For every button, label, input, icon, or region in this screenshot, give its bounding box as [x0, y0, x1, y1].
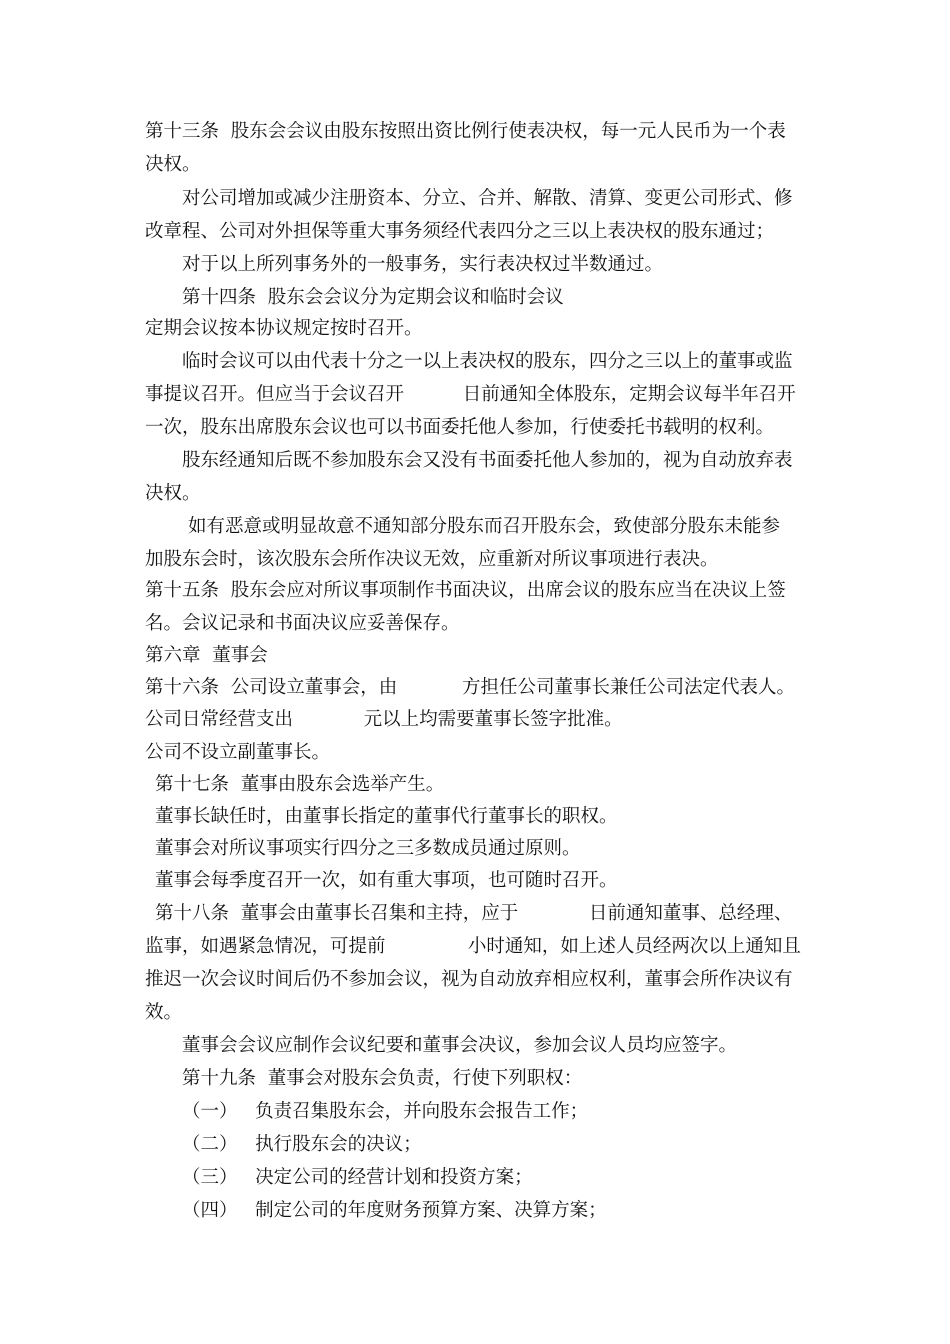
paragraph-line: 公司日常经营支出 元以上均需要董事长签字批准。 [145, 709, 623, 730]
paragraph-line: 董事会每季度召开一次，如有重大事项，也可随时召开。 [155, 870, 618, 891]
paragraph-line: 对公司增加或减少注册资本、分立、合并、解散、清算、变更公司形式、修 [182, 188, 793, 209]
list-item: （四） 制定公司的年度财务预算方案、决算方案； [182, 1200, 607, 1221]
paragraph-line: 决权。 [145, 483, 201, 504]
paragraph-line: 临时会议可以由代表十分之一以上表决权的股东，四分之三以上的董事或监 [182, 351, 793, 372]
paragraph-line: 事提议召开。但应当于会议召开 日前通知全体股东，定期会议每半年召开 [145, 384, 796, 405]
paragraph-line: 推迟一次会议时间后仍不参加会议，视为自动放弃相应权利，董事会所作决议有 [145, 969, 793, 990]
list-item: （三） 决定公司的经营计划和投资方案； [182, 1167, 533, 1188]
paragraph-line: 股东经通知后既不参加股东会又没有书面委托他人参加的，视为自动放弃表 [182, 450, 793, 471]
article-16-line-1: 第十六条 公司设立董事会，由 方担任公司董事长兼任公司法定代表人。 [145, 677, 795, 698]
article-13-line-1: 第十三条 股东会会议由股东按照出资比例行使表决权，每一元人民币为一个表 [145, 121, 786, 142]
article-14-heading: 第十四条 股东会会议分为定期会议和临时会议 [182, 287, 564, 308]
paragraph-line: 监事，如遇紧急情况，可提前 小时通知，如上述人员经两次以上通知且 [145, 936, 801, 957]
paragraph-line: 对于以上所列事务外的一般事务，实行表决权过半数通过。 [182, 254, 664, 275]
paragraph-line: 公司不设立副董事长。 [145, 742, 331, 763]
article-15-line-2: 名。会议记录和书面决议应妥善保存。 [145, 613, 460, 634]
article-19-heading: 第十九条 董事会对股东会负责，行使下列职权： [182, 1068, 583, 1089]
paragraph-line: 董事长缺任时，由董事长指定的董事代行董事长的职权。 [155, 806, 618, 827]
article-13-line-2: 决权。 [145, 154, 201, 175]
paragraph-line: 定期会议按本协议规定按时召开。 [145, 318, 423, 339]
paragraph-line: 改章程、公司对外担保等重大事务须经代表四分之三以上表决权的股东通过； [145, 221, 775, 242]
paragraph-line: 效。 [145, 1002, 183, 1023]
chapter-6-heading: 第六章 董事会 [145, 645, 268, 666]
article-15-line-1: 第十五条 股东会应对所议事项制作书面决议，出席会议的股东应当在决议上签 [145, 580, 786, 601]
article-17-heading: 第十七条 董事由股东会选举产生。 [155, 774, 445, 795]
article-18-line-1: 第十八条 董事会由董事长召集和主持，应于 日前通知董事、总经理、 [155, 903, 793, 924]
paragraph-line: 如有恶意或明显故意不通知部分股东而召开股东会，致使部分股东未能参 [188, 516, 781, 537]
paragraph-line: 董事会会议应制作会议纪要和董事会决议，参加会议人员均应签字。 [182, 1035, 738, 1056]
paragraph-line: 董事会对所议事项实行四分之三多数成员通过原则。 [155, 838, 581, 859]
paragraph-line: 加股东会时，该次股东会所作决议无效，应重新对所议事项进行表决。 [145, 549, 719, 570]
list-item: （一） 负责召集股东会，并向股东会报告工作； [182, 1101, 589, 1122]
paragraph-line: 一次，股东出席股东会议也可以书面委托他人参加，行使委托书载明的权利。 [145, 417, 775, 438]
list-item: （二） 执行股东会的决议； [182, 1134, 422, 1155]
